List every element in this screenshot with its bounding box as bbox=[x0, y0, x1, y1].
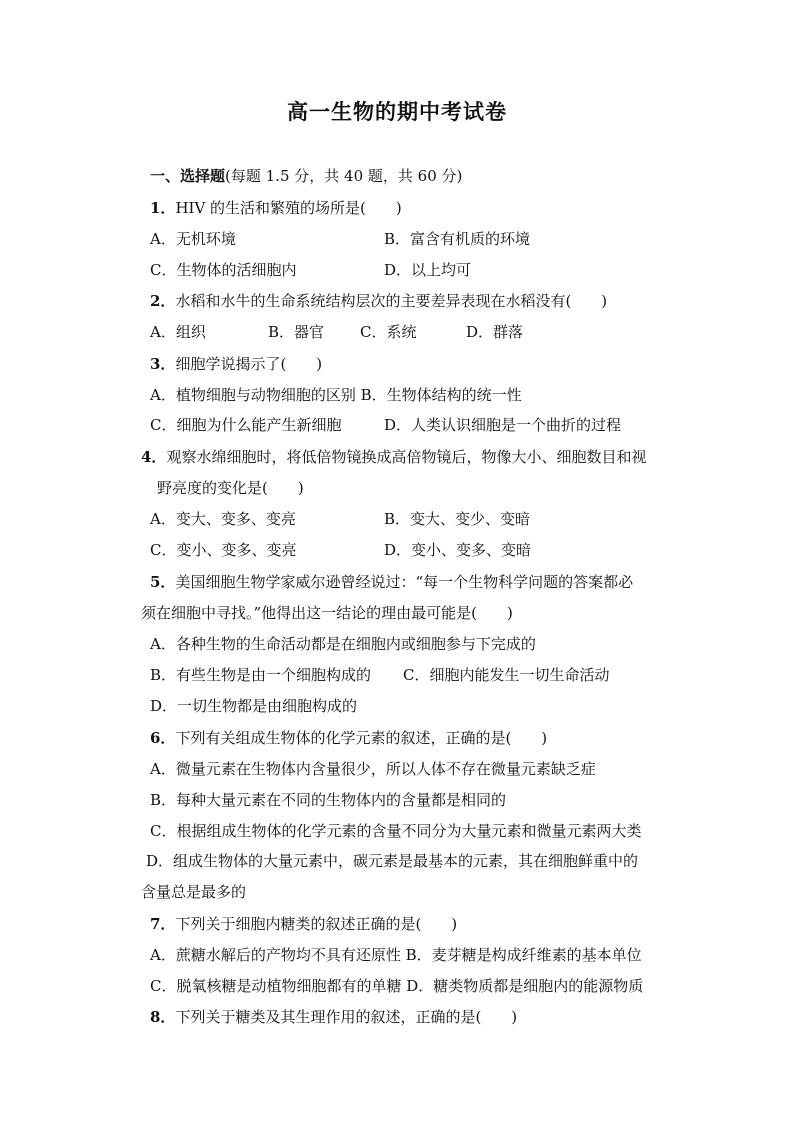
q1-option-d: D．以上均可 bbox=[384, 261, 472, 279]
q6-option-a: A．微量元素在生物体内含量很少，所以人体不存在微量元素缺乏症 bbox=[150, 760, 596, 778]
q3-option-ab: A．植物细胞与动物细胞的区别 B．生物体结构的统一性 bbox=[150, 386, 522, 404]
q5-option-a: A．各种生物的生命活动都是在细胞内或细胞参与下完成的 bbox=[150, 635, 536, 653]
section-note: (每题 1.5 分，共 40 题，共 60 分) bbox=[225, 167, 463, 185]
question-number: 7． bbox=[150, 915, 176, 933]
q2-option-a: A．组织 bbox=[150, 323, 206, 341]
section-label: 一、选择题 bbox=[150, 167, 226, 185]
question-5-stem-cont: 须在细胞中寻找。”他得出这一结论的理由最可能是( ) bbox=[141, 604, 513, 622]
question-4-stem-cont: 野亮度的变化是( ) bbox=[157, 479, 304, 497]
q1-option-c: C．生物体的活细胞内 bbox=[150, 261, 297, 279]
q5-option-d: D．一切生物都是由细胞构成的 bbox=[150, 697, 358, 715]
q7-option-cd: C．脱氧核糖是动植物细胞都有的单糖 D．糖类物质都是细胞内的能源物质 bbox=[150, 977, 644, 995]
question-text: HIV 的生活和繁殖的场所是( ) bbox=[175, 199, 402, 217]
q1-option-a: A．无机环境 bbox=[150, 230, 236, 248]
q6-option-c: C．根据组成生物体的化学元素的含量不同分为大量元素和微量元素两大类 bbox=[150, 822, 642, 840]
question-text: 下列关于糖类及其生理作用的叙述，正确的是( ) bbox=[175, 1008, 518, 1026]
question-3-stem bbox=[150, 354, 322, 374]
q3-option-c: C．细胞为什么能产生新细胞 bbox=[150, 416, 342, 434]
question-5-stem bbox=[150, 572, 633, 592]
q6-option-b: B．每种大量元素在不同的生物体内的含量都是相同的 bbox=[150, 791, 507, 809]
question-number: 4． bbox=[141, 448, 167, 466]
question-number: 5． bbox=[150, 573, 176, 591]
question-text: 美国细胞生物学家威尔逊曾经说过：“每一个生物科学问题的答案都必 bbox=[175, 573, 634, 591]
question-7-stem bbox=[150, 914, 457, 934]
question-2-stem bbox=[150, 291, 607, 311]
q4-option-d: D．变小、变多、变暗 bbox=[384, 541, 532, 559]
question-number: 2． bbox=[150, 292, 176, 310]
q4-option-a: A．变大、变多、变亮 bbox=[150, 510, 296, 528]
q3-option-d: D．人类认识细胞是一个曲折的过程 bbox=[384, 416, 622, 434]
question-4-stem bbox=[141, 447, 646, 467]
page-title: 高一生物的期中考试卷 bbox=[287, 99, 507, 124]
question-8-stem bbox=[150, 1007, 517, 1027]
q4-option-c: C．变小、变多、变亮 bbox=[150, 541, 297, 559]
q1-option-b: B．富含有机质的环境 bbox=[384, 230, 531, 248]
q2-option-d: D．群落 bbox=[466, 323, 524, 341]
question-number: 1． bbox=[150, 199, 176, 217]
question-text: 观察水绵细胞时，将低倍物镜换成高倍物镜后，物像大小、细胞数目和视 bbox=[166, 448, 647, 466]
question-number: 3． bbox=[150, 355, 176, 373]
question-text: 下列关于细胞内糖类的叙述正确的是( ) bbox=[175, 915, 458, 933]
question-1-stem bbox=[150, 198, 402, 218]
question-text: 下列有关组成生物体的化学元素的叙述，正确的是( ) bbox=[175, 729, 548, 747]
q5-option-c: C．细胞内能发生一切生命活动 bbox=[403, 666, 610, 684]
question-number: 6． bbox=[150, 729, 176, 747]
question-number: 8． bbox=[150, 1008, 176, 1026]
question-text: 水稻和水牛的生命系统结构层次的主要差异表现在水稻没有( ) bbox=[175, 292, 608, 310]
question-6-stem bbox=[150, 728, 547, 748]
q7-option-ab: A．蔗糖水解后的产物均不具有还原性 B．麦芽糖是构成纤维素的基本单位 bbox=[150, 946, 642, 964]
q6-option-d: D．组成生物体的大量元素中，碳元素是最基本的元素，其在细胞鲜重中的 bbox=[146, 852, 639, 870]
section-heading bbox=[150, 166, 462, 186]
q5-option-b: B．有些生物是由一个细胞构成的 bbox=[150, 666, 372, 684]
q6-option-d-cont: 含量总是最多的 bbox=[141, 883, 247, 901]
q2-option-b: B．器官 bbox=[268, 323, 325, 341]
q2-option-c: C．系统 bbox=[360, 323, 417, 341]
question-text: 细胞学说揭示了( ) bbox=[175, 355, 323, 373]
q4-option-b: B．变大、变少、变暗 bbox=[384, 510, 531, 528]
